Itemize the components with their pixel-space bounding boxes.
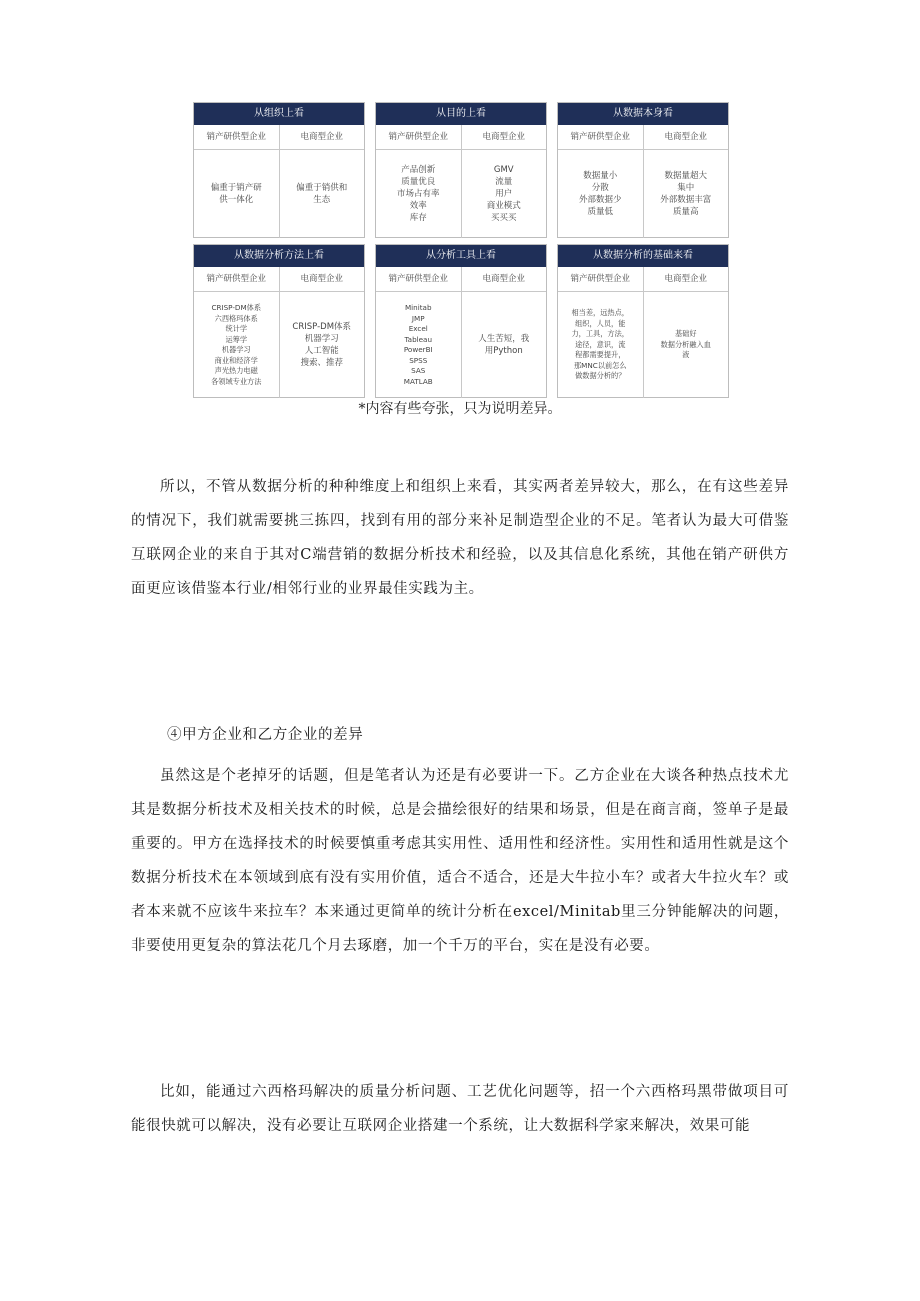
- panel-title: 从数据分析的基础来看: [558, 245, 728, 267]
- cell-ecommerce: 人生苦短，我 用Python: [478, 334, 530, 356]
- panel-data-itself: [557, 102, 729, 238]
- cell-ecommerce: GMV 流量 用户 商业模式 买买买: [486, 165, 521, 223]
- panel-foundation: [557, 244, 729, 398]
- panel-organization: [193, 102, 365, 238]
- panel-title: 从分析工具上看: [376, 245, 546, 267]
- panel-title: 从组织上看: [194, 103, 364, 125]
- col-header-manufacturing: 销产研供型企业: [558, 267, 644, 291]
- paragraph-party-a-vs-b: 虽然这是个老掉牙的话题，但是笔者认为还是有必要讲一下。乙方企业在大谈各种热点技术尤其是数据分析技术及相关技术的时候，总是会描绘很好的结果和场景，但是在商言商，签单子是最重要的。甲方在选择技术的时候要慎重考虑其实用性、适用性和经济性。实用性和适用性就是这个数据分析技术在本领域到底有没有实用价值，适合不适合，还是大牛拉小车？或者大牛拉火车？或者本来就不应该牛来拉车？本来通过更简单的统计分析在excel/Minitab里三分钟能解决的问题，非要使用更复杂的算法花几个月去琢磨，加一个千万的平台，实在是没有必要。: [131, 768, 789, 954]
- cell-manufacturing: 数据量小 分散 外部数据少 质量低: [558, 150, 644, 238]
- col-header-ecommerce: 电商型企业: [664, 131, 707, 142]
- cell-ecommerce: 数据量超大 集中 外部数据丰富 质量高: [660, 171, 712, 217]
- panel-title: 从数据分析方法上看: [194, 245, 364, 267]
- col-header-manufacturing: 销产研供型企业: [194, 125, 280, 149]
- col-header-ecommerce: 电商型企业: [482, 273, 525, 284]
- section-heading: ④甲方企业和乙方企业的差异: [167, 727, 364, 743]
- cell-manufacturing: 产品创新 质量优良 市场占有率 效率 库存: [376, 150, 462, 238]
- col-header-manufacturing: 销产研供型企业: [194, 267, 280, 291]
- col-header-ecommerce: 电商型企业: [664, 273, 707, 284]
- cell-manufacturing: 偏重于销产研 供一体化: [194, 150, 280, 238]
- cell-ecommerce: 基础好 数据分析融入血 液: [660, 329, 711, 360]
- figure-caption: *内容有些夸张，只为说明差异。: [358, 401, 562, 417]
- col-header-ecommerce: 电商型企业: [300, 273, 343, 284]
- cell-manufacturing: CRISP-DM体系 六西格玛体系 统计学 运筹学 机器学习 商业和经济学 声光热力电磁 各领域专业方法: [194, 292, 280, 398]
- col-header-manufacturing: 销产研供型企业: [376, 125, 462, 149]
- panel-purpose: [375, 102, 547, 238]
- col-header-ecommerce: 电商型企业: [482, 131, 525, 142]
- col-header-ecommerce: 电商型企业: [300, 131, 343, 142]
- panel-tools: [375, 244, 547, 398]
- paragraph-summary: 所以，不管从数据分析的种种维度上和组织上来看，其实两者差异较大，那么，在有这些差异的情况下，我们就需要挑三拣四，找到有用的部分来补足制造型企业的不足。笔者认为最大可借鉴互联网企业的来自于其对C端营销的数据分析技术和经验，以及其信息化系统，其他在销产研供方面更应该借鉴本行业/相邻行业的业界最佳实践为主。: [131, 479, 789, 597]
- paragraph-example: 比如，能通过六西格玛解决的质量分析问题、工艺优化问题等，招一个六西格玛黑带做项目可能很快就可以解决，没有必要让互联网企业搭建一个系统，让大数据科学家来解决，效果可能: [131, 1084, 789, 1134]
- panel-title: 从目的上看: [376, 103, 546, 125]
- comparison-figure: [193, 102, 729, 398]
- panel-methods: [193, 244, 365, 398]
- cell-ecommerce: CRISP-DM体系 机器学习 人工智能 搜索、推荐: [292, 322, 352, 368]
- col-header-manufacturing: 销产研供型企业: [558, 125, 644, 149]
- cell-manufacturing: 相当差，远热点， 组织，人员，能 力，工具，方法， 途径，意识，流 程都需要提升， 那MNC以前怎么 做数据分析的？: [558, 292, 644, 398]
- cell-manufacturing: Minitab JMP Excel Tableau PowerBI SPSS SAS MATLAB: [376, 292, 462, 398]
- cell-ecommerce: 偏重于销供和 生态: [296, 183, 348, 205]
- col-header-manufacturing: 销产研供型企业: [376, 267, 462, 291]
- panel-title: 从数据本身看: [558, 103, 728, 125]
